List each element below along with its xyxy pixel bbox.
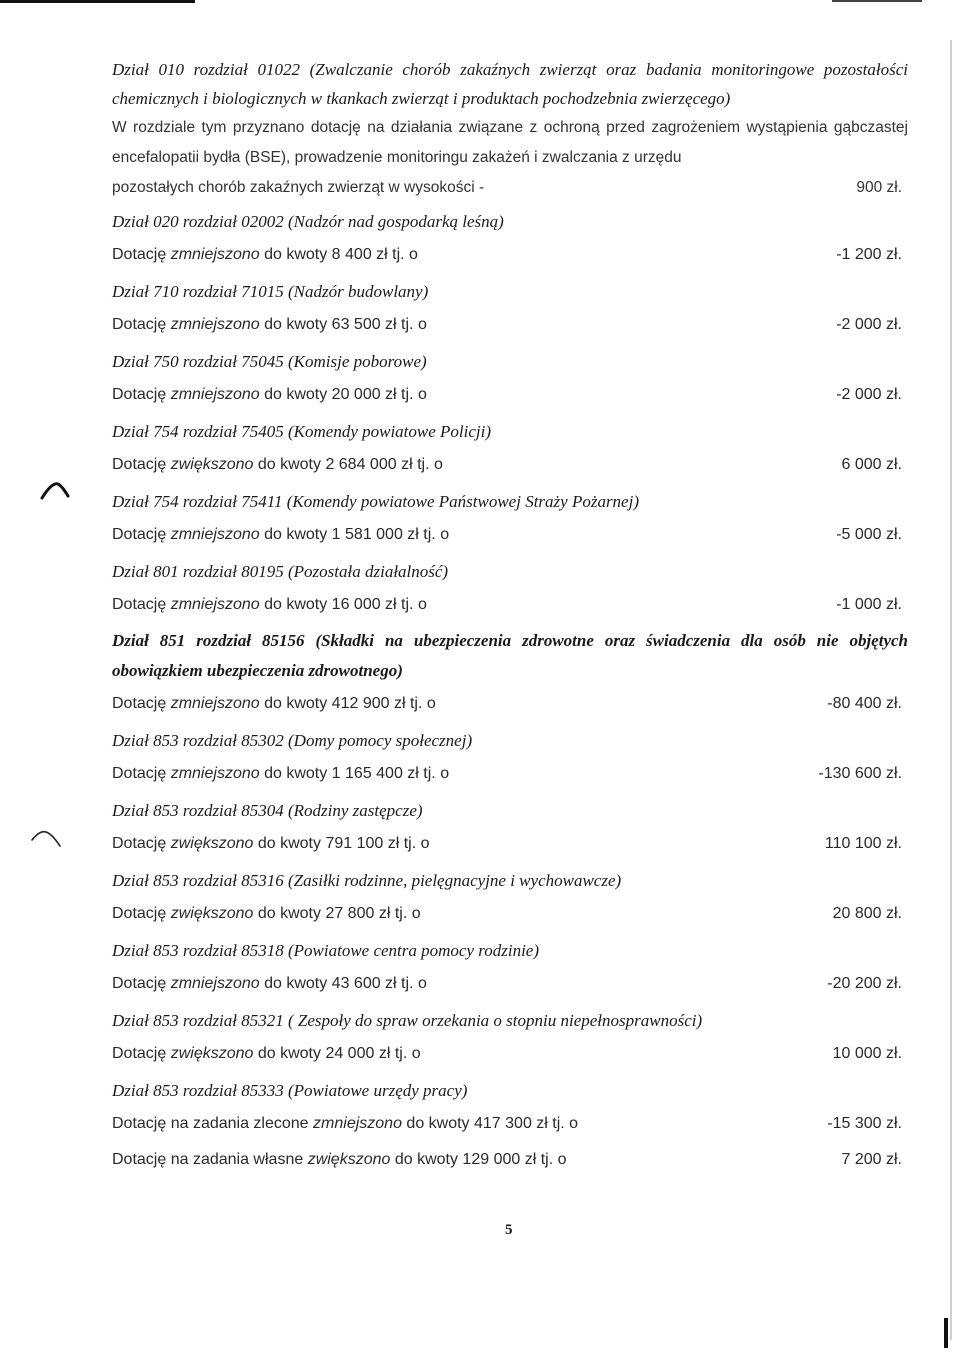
handwritten-check-mark	[28, 822, 68, 852]
grant-amount: -2 000 zł.	[836, 316, 902, 333]
section-heading: Dział 853 rozdział 85321 ( Zespoły do spraw orzekania o stopniu niepełnosprawności)	[112, 1011, 703, 1030]
grant-action: zwiększono	[307, 1151, 391, 1168]
section-heading: Dział 754 rozdział 75411 (Komendy powiatowe Państwowej Straży Pożarnej)	[112, 492, 639, 511]
grant-row	[112, 237, 908, 273]
intro-last-line	[112, 173, 908, 203]
grant-prefix: Dotację	[112, 246, 171, 263]
grant-rest: do kwoty 16 000 zł tj. o	[259, 596, 427, 613]
grant-description	[112, 237, 418, 273]
section-heading: Dział 710 rozdział 71015 (Nadzór budowlany)	[112, 282, 429, 301]
grant-rest: do kwoty 417 300 zł tj. o	[401, 1115, 579, 1132]
grant-row	[112, 587, 908, 623]
grant-description	[112, 307, 427, 343]
grant-description	[112, 826, 430, 862]
grant-action: zmniejszono	[170, 765, 260, 782]
grant-rest: do kwoty 20 000 zł tj. o	[259, 386, 427, 403]
grant-row	[112, 1142, 908, 1178]
grant-action: zmniejszono	[170, 975, 260, 992]
grant-description	[112, 756, 449, 792]
grant-description	[112, 517, 449, 553]
intro-body-last: pozostałych chorób zakaźnych zwierząt w wysokości -	[112, 179, 485, 196]
section-heading: Dział 750 rozdział 75045 (Komisje poborowe)	[112, 352, 427, 371]
grant-amount: -1 000 zł.	[836, 596, 902, 613]
section-heading: Dział 853 rozdział 85333 (Powiatowe urzędy pracy)	[112, 1081, 468, 1100]
grant-amount: 20 800 zł.	[832, 905, 902, 922]
grant-row	[112, 686, 908, 722]
grant-rest: do kwoty 2 684 000 zł tj. o	[253, 456, 443, 473]
grant-rest: do kwoty 791 100 zł tj. o	[253, 835, 430, 852]
section-heading: Dział 851 rozdział 85156 (Składki na ubezpieczenia zdrowotne oraz świadczenia dla osób nie objętych obowiązkiem ubezpieczenia zdrowotnego)	[112, 631, 908, 680]
grant-rest: do kwoty 8 400 zł tj. o	[259, 246, 418, 263]
intro-heading: Dział 010 rozdział 01022 (Zwalczanie chorób zakaźnych zwierząt oraz badania monitoringowe pozostałości chemicznych i biologicznych w tkankach zwierząt i produktach pochodzebnia zwierzęcego)	[112, 60, 908, 108]
grant-description	[112, 896, 421, 932]
grant-amount: -20 200 zł.	[827, 975, 902, 992]
grant-prefix: Dotację	[112, 905, 171, 922]
grant-row	[112, 896, 908, 932]
grant-amount: -80 400 zł.	[827, 695, 902, 712]
document-page	[112, 56, 908, 1178]
section-heading: Dział 754 rozdział 75405 (Komendy powiatowe Policji)	[112, 422, 492, 441]
grant-rest: do kwoty 63 500 zł tj. o	[259, 316, 427, 333]
grant-action: zmniejszono	[170, 695, 260, 712]
grant-amount: 6 000 zł.	[841, 456, 902, 473]
grant-rest: do kwoty 27 800 zł tj. o	[253, 905, 421, 922]
sections-list	[112, 206, 908, 1178]
grant-row	[112, 377, 908, 413]
grant-rest: do kwoty 129 000 zł tj. o	[390, 1151, 567, 1168]
grant-prefix: Dotację na zadania własne	[112, 1151, 308, 1168]
grant-rest: do kwoty 1 165 400 zł tj. o	[259, 765, 450, 782]
grant-action: zwiększono	[170, 456, 254, 473]
section-heading: Dział 853 rozdział 85316 (Zasiłki rodzinne, pielęgnacyjne i wychowawcze)	[112, 871, 622, 890]
grant-amount: -130 600 zł.	[818, 765, 902, 782]
grant-prefix: Dotację	[112, 526, 171, 543]
grant-prefix: Dotację	[112, 386, 171, 403]
grant-action: zmniejszono	[170, 526, 260, 543]
grant-description	[112, 447, 443, 483]
grant-description	[112, 1036, 421, 1072]
scan-border-right	[950, 40, 952, 1340]
grant-prefix: Dotację	[112, 456, 171, 473]
grant-action: zmniejszono	[313, 1115, 402, 1132]
grant-prefix: Dotację	[112, 1045, 171, 1062]
grant-description	[112, 1106, 578, 1142]
intro-paragraph	[112, 113, 908, 203]
grant-rest: do kwoty 1 581 000 zł tj. o	[259, 526, 450, 543]
grant-row	[112, 447, 908, 483]
grant-description	[112, 966, 427, 1002]
grant-action: zmniejszono	[170, 246, 260, 263]
page-number: 5	[505, 1222, 513, 1238]
grant-description	[112, 686, 436, 722]
grant-amount: -1 200 zł.	[836, 246, 902, 263]
grant-prefix: Dotację	[112, 695, 171, 712]
section-heading: Dział 853 rozdział 85304 (Rodziny zastępcze)	[112, 801, 423, 820]
section-heading: Dział 853 rozdział 85318 (Powiatowe centra pomocy rodzinie)	[112, 941, 540, 960]
grant-amount: -2 000 zł.	[836, 386, 902, 403]
grant-action: zwiększono	[170, 905, 254, 922]
grant-action: zwiększono	[170, 835, 254, 852]
grant-amount: -5 000 zł.	[836, 526, 902, 543]
grant-prefix: Dotację	[112, 316, 171, 333]
grant-action: zmniejszono	[170, 316, 260, 333]
grant-prefix: Dotację	[112, 765, 171, 782]
grant-row	[112, 826, 908, 862]
scan-border-top-right	[832, 0, 922, 2]
grant-action: zmniejszono	[170, 386, 260, 403]
section-heading: Dział 801 rozdział 80195 (Pozostała działalność)	[112, 562, 449, 581]
grant-action: zmniejszono	[170, 596, 260, 613]
grant-description	[112, 1142, 567, 1178]
grant-row	[112, 1106, 908, 1142]
section-heading: Dział 020 rozdział 02002 (Nadzór nad gospodarką leśną)	[112, 212, 504, 231]
intro-body: W rozdziale tym przyznano dotację na działania związane z ochroną przed zagrożeniem wystąpienia gąbczastej encefalopatii bydła (BSE), prowadzenie monitoringu zakażeń i zwalczania z urzędu	[112, 119, 908, 166]
grant-row	[112, 1036, 908, 1072]
intro-amount: 900 zł.	[856, 179, 902, 196]
grant-amount: 110 100 zł.	[824, 835, 902, 852]
section-heading: Dział 853 rozdział 85302 (Domy pomocy społecznej)	[112, 731, 473, 750]
grant-amount: 10 000 zł.	[832, 1045, 902, 1062]
grant-rest: do kwoty 24 000 zł tj. o	[253, 1045, 421, 1062]
grant-prefix: Dotację na zadania zlecone	[112, 1115, 314, 1132]
grant-prefix: Dotację	[112, 975, 171, 992]
grant-description	[112, 377, 427, 413]
grant-prefix: Dotację	[112, 835, 171, 852]
grant-action: zwiększono	[170, 1045, 254, 1062]
grant-row	[112, 966, 908, 1002]
grant-row	[112, 756, 908, 792]
handwritten-check-mark	[38, 476, 78, 506]
grant-rest: do kwoty 412 900 zł tj. o	[259, 695, 436, 712]
grant-amount: 7 200 zł.	[841, 1151, 902, 1168]
grant-amount: -15 300 zł.	[827, 1115, 902, 1132]
scan-mark-bottom-right	[944, 1318, 948, 1348]
grant-rest: do kwoty 43 600 zł tj. o	[259, 975, 427, 992]
scan-border-top-left	[0, 0, 195, 3]
grant-description	[112, 587, 427, 623]
grant-row	[112, 517, 908, 553]
grant-row	[112, 307, 908, 343]
grant-prefix: Dotację	[112, 596, 171, 613]
